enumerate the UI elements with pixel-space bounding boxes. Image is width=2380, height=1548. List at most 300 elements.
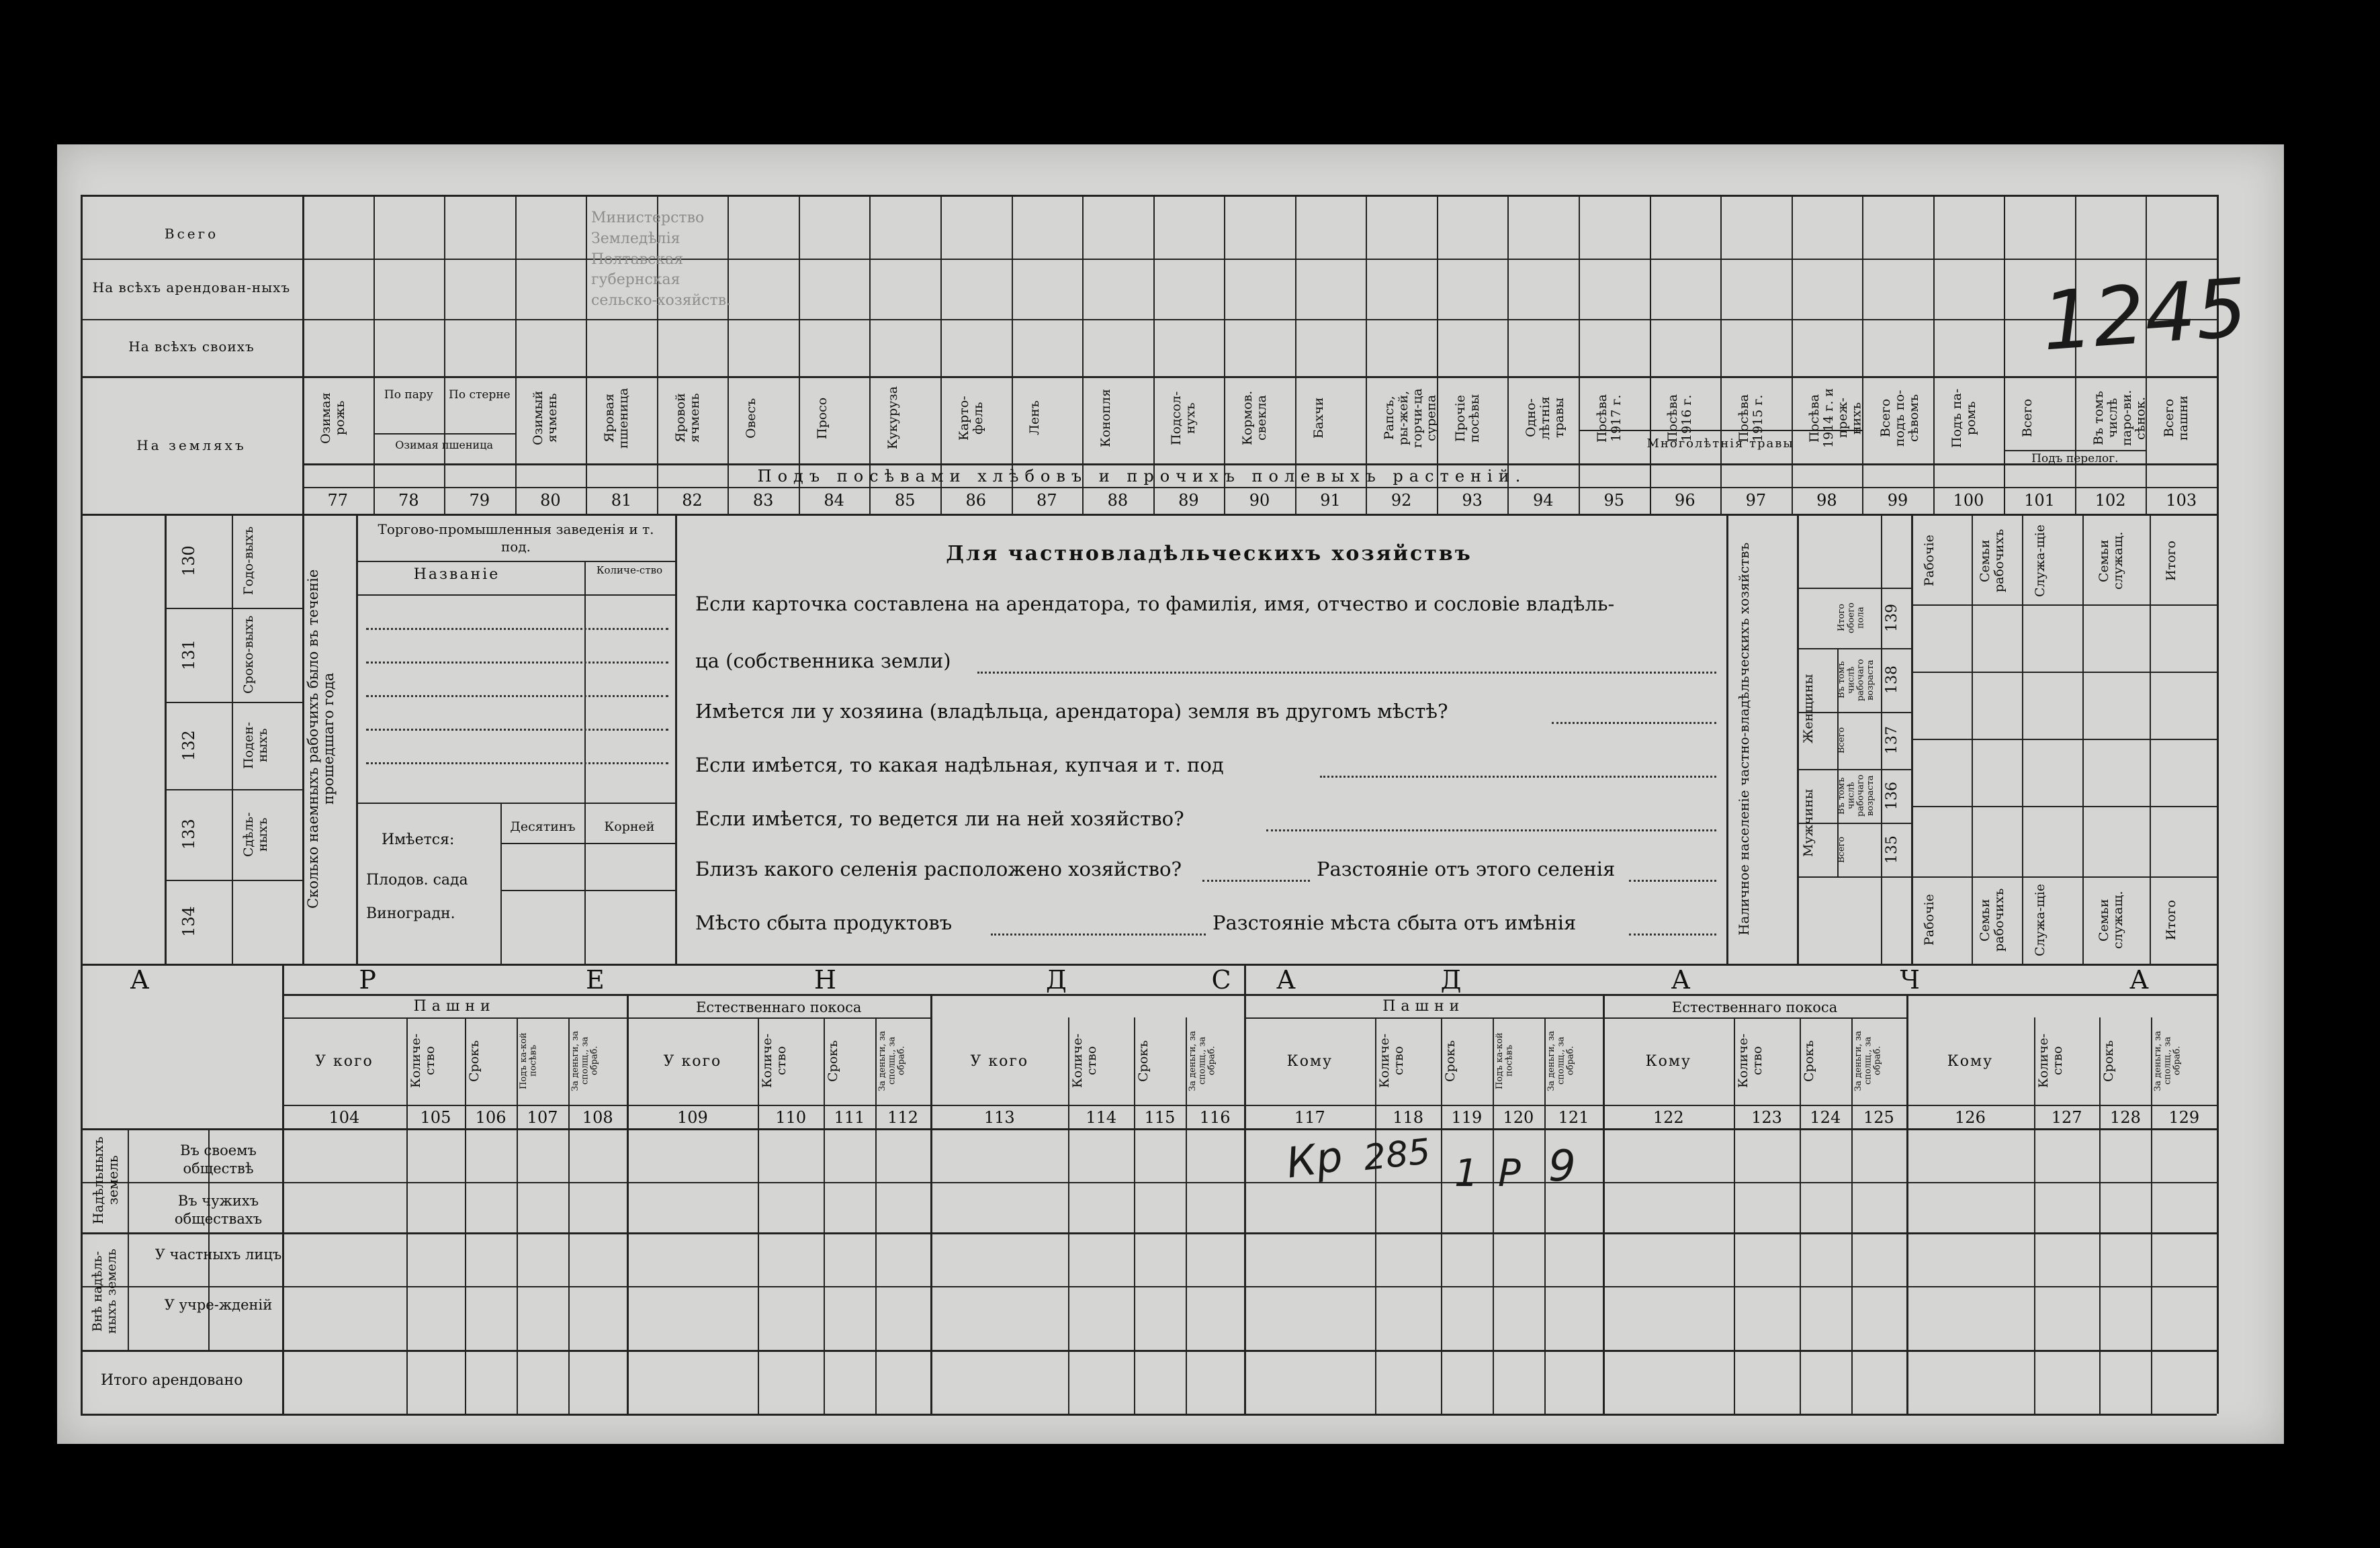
crop-col-rule: [1366, 195, 1367, 514]
right-col-head-top: Итого: [2164, 541, 2178, 581]
top-row-rule: [81, 376, 2217, 378]
rent-col-number: 109: [677, 1108, 708, 1127]
rent-col-rule: [875, 1017, 877, 1414]
trade-dotted-row: [366, 628, 668, 630]
pop-left: [1726, 514, 1728, 964]
pop-num: 136: [1884, 782, 1900, 810]
trade-head-rule: [356, 561, 675, 562]
crop-col-rule: [444, 195, 445, 514]
rent-col-head: Срокъ: [1801, 1040, 1816, 1082]
rent-col-rule: [824, 1017, 825, 1414]
men-label: Мужчины: [1801, 788, 1816, 857]
pop-num-divider: [1881, 514, 1882, 964]
rent-left: [282, 964, 284, 1414]
crop-col-rule: [1224, 195, 1225, 514]
q-owner-line1: Если карточка составлена на арендатора, то фамилія, имя, отчество и сословіе владѣль-: [695, 592, 1615, 615]
rent-group-divider: [627, 994, 629, 1414]
rent-col-head: Количе-ство: [760, 1033, 789, 1089]
pop-num: 139: [1884, 604, 1900, 632]
pokos-head: Естественнаго покоса: [696, 999, 862, 1015]
trade-left: [356, 514, 358, 964]
rent-col-rule: [406, 1017, 408, 1414]
pashni-head: Пашни: [1382, 998, 1465, 1015]
rent-col-head: За деньги, за сполщ., за обраб.: [1188, 1030, 1217, 1091]
rent-total-label: Итого арендовано: [101, 1372, 243, 1389]
answer-other-land: [1552, 722, 1716, 724]
crop-col-rule: [586, 195, 587, 514]
q-owner-line2: ца (собственника земли): [695, 649, 951, 672]
handwritten-rent-note: 285: [1362, 1131, 1433, 1179]
crop-label: Посѣва 1915 г.: [1736, 394, 1765, 443]
frame-right: [2217, 195, 2219, 1414]
rent-col-head: За деньги, за сполщ., за обраб.: [570, 1030, 600, 1091]
rent-col-head: Кому: [1286, 1053, 1333, 1070]
column-number: 93: [1462, 491, 1483, 510]
q-land-type: Если имѣется, то какая надѣльная, купчая и т. под: [695, 754, 1224, 776]
rent-col-number: 120: [1503, 1108, 1534, 1127]
answer-land-type: [1320, 776, 1716, 778]
trade-name-head: Названіе: [413, 566, 500, 583]
crop-label: Всего: [2020, 398, 2035, 438]
workers-label: Поден-ныхъ: [241, 721, 270, 770]
private-title: Для частновладѣльческихъ хозяйствъ: [946, 542, 1472, 565]
crop-label: Конопля: [1098, 389, 1113, 447]
rent-col-number: 110: [775, 1108, 807, 1127]
pashni-head: Пашни: [413, 998, 496, 1015]
column-number: 90: [1249, 491, 1270, 510]
column-number: 92: [1391, 491, 1412, 510]
rent-col-number: 114: [1086, 1108, 1117, 1127]
rent-group-divider: [1906, 994, 1908, 1414]
crop-col-rule: [1650, 195, 1651, 514]
pop-sex-divider: [1837, 648, 1839, 876]
right-foot-rule: [1911, 876, 2217, 878]
workers-row-rule: [165, 608, 302, 609]
rent-col-rule: [1800, 1017, 1801, 1414]
right-col-head-top: Рабочіе: [1922, 535, 1937, 587]
pop-num: 137: [1884, 726, 1900, 755]
rent-row-rule: [81, 1128, 2217, 1130]
trade-right: [675, 514, 677, 964]
rent-col-number: 128: [2110, 1108, 2141, 1127]
rent-col-head: Количе-ство: [1377, 1033, 1407, 1089]
crop-col-rule: [1437, 195, 1438, 514]
rent-col-head: Количе-ство: [2035, 1033, 2065, 1089]
rent-col-rule: [1493, 1017, 1494, 1414]
korney-head: Корней: [604, 819, 655, 834]
answer-owner: [977, 672, 1716, 674]
right-row-rule: [1911, 806, 2217, 807]
has-label: Имѣется:: [382, 831, 455, 848]
pop-row-rule: [1797, 876, 1911, 878]
column-number: 99: [1887, 491, 1908, 510]
rent-col-head: За деньги, за сполщ., за обраб.: [1853, 1030, 1883, 1091]
handwritten-rent-note: Кр: [1283, 1131, 1346, 1188]
column-number: 97: [1745, 491, 1767, 510]
group-rule: [2004, 450, 2146, 451]
answer-village-distance: [1629, 880, 1716, 882]
handwritten-rent-note: 9: [1548, 1142, 1576, 1191]
workers-num-divider: [232, 514, 233, 964]
right-col-head-bottom: Рабочіе: [1922, 894, 1937, 946]
trade-dotted-row: [366, 729, 668, 731]
women-label: Женщины: [1801, 674, 1816, 743]
rent-col-number: 122: [1652, 1108, 1684, 1127]
crop-label: Подъ па-ромъ: [1949, 388, 1978, 448]
crop-col-rule: [1082, 195, 1084, 514]
rent-col-number: 124: [1810, 1108, 1841, 1127]
column-number: 98: [1816, 491, 1837, 510]
rent-col-number: 105: [420, 1108, 451, 1127]
rent-col-rule: [1244, 964, 1246, 1414]
group-rule: [1579, 430, 1862, 431]
workers-row-rule: [165, 514, 302, 515]
crop-col-rule: [869, 195, 871, 514]
row-group-nonallotment: Внѣ надѣль-ныхъ земель: [90, 1248, 119, 1334]
column-number: 94: [1532, 491, 1554, 510]
crop-label: Прочіе посѣвы: [1452, 394, 1482, 443]
workers-num: 130: [179, 545, 198, 576]
rent-col-number: 126: [1955, 1108, 1986, 1127]
stamp-line: сельско-хозяйств.: [591, 292, 732, 310]
column-number: 85: [894, 491, 916, 510]
rent-col-number: 121: [1558, 1108, 1589, 1127]
rent-col-rule: [1851, 1017, 1853, 1414]
right-col-head-top: Семьи рабочихъ: [1977, 529, 2007, 593]
crop-label: Посѣва 1917 г.: [1594, 394, 1624, 443]
workers-title: Сколько наемныхъ рабочихъ было въ теченіе прошедшаго года: [305, 569, 337, 909]
pop-num: 135: [1884, 835, 1900, 864]
vineyard-label: Виноградн.: [366, 905, 455, 922]
rent-col-number: 108: [582, 1108, 613, 1127]
answer-market: [991, 934, 1206, 936]
row-label: На всѣхъ арендован-ныхъ: [92, 279, 291, 295]
rent-col-head: Срокъ: [2101, 1040, 2117, 1082]
pop-label: Въ томъ числѣ рабочаго возраста: [1837, 774, 1876, 817]
rent-col-head: Количе-ство: [1736, 1033, 1765, 1089]
right-col-head-top: Семьи служащ.: [2097, 531, 2125, 590]
crop-label: Озимый ячмень: [531, 390, 560, 446]
pop-label: Всего: [1837, 836, 1847, 863]
rent-col-number: 119: [1451, 1108, 1483, 1127]
rent-col-rule: [1441, 1017, 1442, 1414]
rent-col-rule: [2034, 1017, 2035, 1414]
rent-col-head: Кому: [1645, 1053, 1691, 1070]
rent-col-number: 112: [887, 1108, 918, 1127]
workers-num: 133: [179, 819, 198, 850]
trade-qty-divider: [584, 561, 586, 803]
rent-row-label: У частныхъ лицъ: [155, 1246, 282, 1263]
workers-num: 134: [179, 906, 198, 938]
column-number: 80: [540, 491, 561, 510]
rent-col-head: Подъ ка-кой посѣвъ: [1494, 1032, 1515, 1089]
crops-band-title: Подъ посѣвами хлѣбовъ и прочихъ полевыхъ растеній.: [757, 467, 1527, 486]
column-number: 101: [2024, 491, 2056, 510]
column-number: 103: [2166, 491, 2197, 510]
crop-col-rule: [2004, 195, 2005, 514]
pop-num: 138: [1884, 666, 1900, 694]
column-number: 81: [611, 491, 632, 510]
rent-row-rule: [81, 1182, 2217, 1183]
workers-row-rule: [165, 702, 302, 703]
column-number: 77: [327, 491, 349, 510]
desyatin-head: Десятинъ: [510, 819, 576, 834]
rent-col-head: Подъ ка-кой посѣвъ: [519, 1032, 539, 1089]
rent-row-rule: [81, 1286, 2217, 1287]
crop-col-rule: [1862, 195, 1863, 514]
trade-dotted-row: [366, 695, 668, 697]
pop-row-rule: [1797, 769, 1911, 770]
rent-col-head: У кого: [663, 1053, 722, 1070]
crop-label: Просо: [814, 397, 830, 439]
column-number: 95: [1603, 491, 1625, 510]
orchard-head-rule: [500, 843, 675, 844]
crop-label: Озимая рожь: [318, 392, 347, 444]
workers-num: 131: [179, 639, 198, 670]
row-label: Всего: [164, 226, 219, 242]
crop-label: Подсол-нухъ: [1169, 391, 1198, 445]
right-head-rule: [1911, 604, 2217, 606]
right-row-rule: [1911, 739, 2217, 740]
row-label: На земляхъ: [136, 437, 247, 453]
workers-right: [302, 514, 304, 964]
rent-col-head: Срокъ: [467, 1040, 482, 1082]
crop-label: Посѣва 1916 г.: [1665, 394, 1695, 443]
crop-label: Овесъ: [744, 398, 759, 439]
column-number: 88: [1107, 491, 1129, 510]
q-market: Мѣсто сбыта продуктовъ: [695, 911, 953, 934]
column-number: 84: [824, 491, 844, 510]
rent-subhead-rule: [1244, 1017, 1906, 1019]
sdacha-title: С Д А Ч А: [1211, 965, 2250, 995]
rent-col-head: У кого: [970, 1053, 1029, 1070]
crop-label: Въ томъ числѣ паро-ви. сѣнок.: [2090, 390, 2148, 447]
crop-col-rule: [1507, 195, 1509, 514]
crop-col-rule: [515, 195, 517, 514]
rent-row-rule: [81, 1414, 2217, 1415]
pop-row-rule: [1797, 648, 1911, 649]
rent-col-head: За деньги, за сполщ., за обраб.: [877, 1030, 907, 1091]
stamp-line: Полтавская: [591, 251, 684, 268]
crop-label: Яровая пшеница: [602, 388, 631, 449]
crop-col-rule: [373, 195, 375, 514]
crop-label: Всего пашни: [2162, 396, 2191, 441]
trade-qty-head: Количе-ство: [596, 564, 663, 576]
rent-total-rule: [81, 1350, 2217, 1352]
pop-label: Итого обоего пола: [1837, 602, 1866, 633]
rent-subhead-rule: [282, 1017, 930, 1019]
crop-label: Ленъ: [1027, 400, 1043, 436]
orchard-divider: [500, 803, 502, 964]
rent-col-rule: [517, 1017, 518, 1414]
trade-dotted-row: [366, 662, 668, 664]
handwritten-card-number: 1245: [2039, 261, 2250, 369]
trade-dotted-row: [366, 762, 668, 764]
rent-col-number: 117: [1294, 1108, 1325, 1127]
orchard-label: Плодов. сада: [366, 872, 468, 889]
column-number: 78: [398, 491, 419, 510]
answer-village: [1202, 880, 1310, 882]
rent-group-divider: [930, 994, 932, 1414]
right-col-head-bottom: Семьи рабочихъ: [1977, 888, 2007, 952]
rent-col-number: 129: [2168, 1108, 2200, 1127]
stamp-line: губернская: [591, 271, 680, 289]
rent-col-number: 125: [1863, 1108, 1894, 1127]
crop-col-rule: [1153, 195, 1155, 514]
pokos-head: Естественнаго покоса: [1671, 999, 1838, 1015]
crop-col-rule: [799, 195, 800, 514]
rent-col-number: 107: [527, 1108, 558, 1127]
crop-label: Всего подъ по-сѣвомъ: [1878, 390, 1921, 447]
rent-col-head: Количе-ство: [408, 1033, 437, 1089]
pop-row-rule: [1797, 588, 1911, 589]
q-village-distance: Разстояніе отъ этого селенія: [1317, 858, 1616, 880]
rent-col-head: Количе-ство: [1070, 1033, 1100, 1089]
row-label: На всѣхъ своихъ: [128, 338, 255, 355]
frame-mid-top: [81, 514, 2217, 516]
crop-label: Кукуруза: [885, 386, 901, 450]
crop-label: Карто-фель: [956, 396, 985, 441]
column-number: 82: [682, 491, 703, 510]
column-number: 100: [1953, 491, 1984, 510]
orchard-divider: [584, 803, 586, 964]
rent-col-head: Срокъ: [1136, 1040, 1151, 1082]
workers-label: Годо-выхъ: [241, 526, 256, 596]
rent-col-rule: [1186, 1017, 1187, 1414]
handwritten-rent-note: 1: [1454, 1152, 1479, 1195]
crop-col-rule: [1295, 195, 1296, 514]
column-number: 83: [752, 491, 774, 510]
q-other-land: Имѣется ли у хозяина (владѣльца, арендатора) земля въ другомъ мѣстѣ?: [695, 700, 1448, 723]
frame-top: [81, 195, 2217, 197]
rent-col-number: 116: [1199, 1108, 1231, 1127]
top-num-rule: [302, 487, 2217, 488]
stamp-line: Земледѣлія: [591, 230, 680, 247]
pop-title: Наличное населеніе частно-владѣльческихъ хозяйствъ: [1736, 542, 1752, 936]
workers-row-rule: [165, 789, 302, 790]
column-number: 91: [1320, 491, 1341, 510]
crop-col-rule: [1720, 195, 1722, 514]
pop-label: Въ томъ числѣ рабочаго возраста: [1837, 659, 1876, 701]
pop-label: Всего: [1837, 727, 1847, 754]
column-number: 89: [1178, 491, 1199, 510]
handwritten-rent-note: Р: [1498, 1152, 1521, 1195]
crop-col-rule: [1579, 195, 1580, 514]
row-group-allotment: Надѣльныхъ земель: [90, 1136, 121, 1224]
top-band-rule: [302, 463, 2217, 465]
group-label-grasses: Многолѣтнія травы: [1646, 437, 1794, 451]
workers-label: Сдѣль-ныхъ: [241, 812, 270, 857]
rent-col-head: За деньги, за сполщ., за обраб.: [2153, 1030, 2183, 1091]
rent-col-number: 113: [983, 1108, 1015, 1127]
row-group-divider: [128, 1128, 129, 1350]
crop-label: Одно-лѣтнія травы: [1524, 396, 1567, 440]
right-col-head-bottom: Служа-щіе: [2033, 884, 2047, 956]
rent-col-number: 115: [1144, 1108, 1176, 1127]
answer-farming: [1266, 829, 1716, 831]
stamp-line: Министерство: [591, 210, 705, 226]
rent-row-label: У учре-жденій: [164, 1297, 273, 1313]
column-number: 102: [2095, 491, 2126, 510]
right-col-head-top: Служа-щіе: [2033, 525, 2047, 597]
right-col-head-bottom: Семьи служащ.: [2097, 891, 2125, 950]
answer-market-distance: [1629, 934, 1716, 936]
top-label-divider: [302, 195, 304, 514]
rent-head-rule: [282, 1105, 2217, 1106]
top-row-rule: [81, 259, 2217, 260]
crop-col-rule: [1933, 195, 1935, 514]
rent-col-number: 127: [2051, 1108, 2082, 1127]
rent-col-rule: [568, 1017, 570, 1414]
crop-label: Посѣва 1914 г. и преж-нихъ: [1807, 388, 1865, 449]
crop-col-rule: [1792, 195, 1793, 514]
crop-label: Рапсъ, ры-жей, горчи-ца сурепа: [1382, 388, 1439, 448]
group-label-ozimaya: Озимая пшеница: [395, 439, 494, 451]
rent-col-number: 111: [834, 1108, 865, 1127]
crop-label: Бахчи: [1311, 397, 1326, 439]
workers-row-rule: [165, 880, 302, 881]
rent-col-rule: [465, 1017, 466, 1414]
crop-col-rule: [940, 195, 942, 514]
right-col-head-bottom: Итого: [2164, 900, 2178, 940]
rent-col-number: 118: [1393, 1108, 1424, 1127]
column-number: 79: [469, 491, 490, 510]
arenda-title: А Р Е Н Д А: [130, 965, 1397, 995]
rent-col-head: Кому: [1947, 1053, 1994, 1070]
rent-col-number: 104: [328, 1108, 360, 1127]
column-number: 96: [1675, 491, 1695, 510]
census-card: [57, 144, 2284, 1444]
rent-col-number: 123: [1751, 1108, 1782, 1127]
rent-row-label: Въ чужихъ обществахъ: [174, 1193, 263, 1228]
rent-row-label: Въ своемъ обществѣ: [180, 1142, 257, 1177]
rent-group-divider: [1603, 994, 1605, 1414]
trade-row-rule: [356, 594, 675, 596]
trade-title: Торгово-промышленныя заведенія и т. под.: [378, 521, 654, 555]
crop-label: По пару: [384, 388, 433, 402]
workers-label: Сроко-выхъ: [241, 615, 256, 694]
rent-col-rule: [1734, 1017, 1735, 1414]
crop-label: Яровой ячмень: [672, 393, 702, 443]
column-number: 86: [965, 491, 987, 510]
q-farming: Если имѣется, то ведется ли на ней хозяйство?: [695, 807, 1184, 830]
crop-label: По стерне: [449, 388, 511, 402]
group-rule: [373, 433, 515, 435]
rent-group-rule: [81, 1232, 2217, 1234]
workers-left: [165, 514, 167, 964]
column-number: 87: [1037, 491, 1057, 510]
rent-col-number: 106: [475, 1108, 506, 1127]
rent-col-head: У кого: [315, 1053, 373, 1070]
crop-label: Кормов. свекла: [1240, 390, 1269, 446]
pop-title-divider: [1797, 514, 1799, 964]
ministry-stamp: [591, 208, 731, 312]
rent-col-rule: [1134, 1017, 1135, 1414]
rent-col-head: Срокъ: [825, 1040, 840, 1082]
group-label-fallow: Подъ перелог.: [2031, 452, 2119, 465]
rent-col-rule: [1544, 1017, 1546, 1414]
q-market-distance: Разстояніе мѣста сбыта отъ имѣнія: [1213, 911, 1577, 934]
crop-col-rule: [1012, 195, 1013, 514]
top-row-rule: [81, 319, 2217, 320]
trade-bottom-rule: [356, 803, 675, 804]
rent-col-head: Срокъ: [1442, 1040, 1458, 1082]
orchard-row-rule: [500, 890, 675, 891]
q-village: Близъ какого селенія расположено хозяйство?: [695, 858, 1182, 880]
workers-num: 132: [179, 730, 198, 761]
rent-col-head: За деньги, за сполщ., за обраб.: [1546, 1030, 1576, 1091]
right-row-rule: [1911, 672, 2217, 673]
